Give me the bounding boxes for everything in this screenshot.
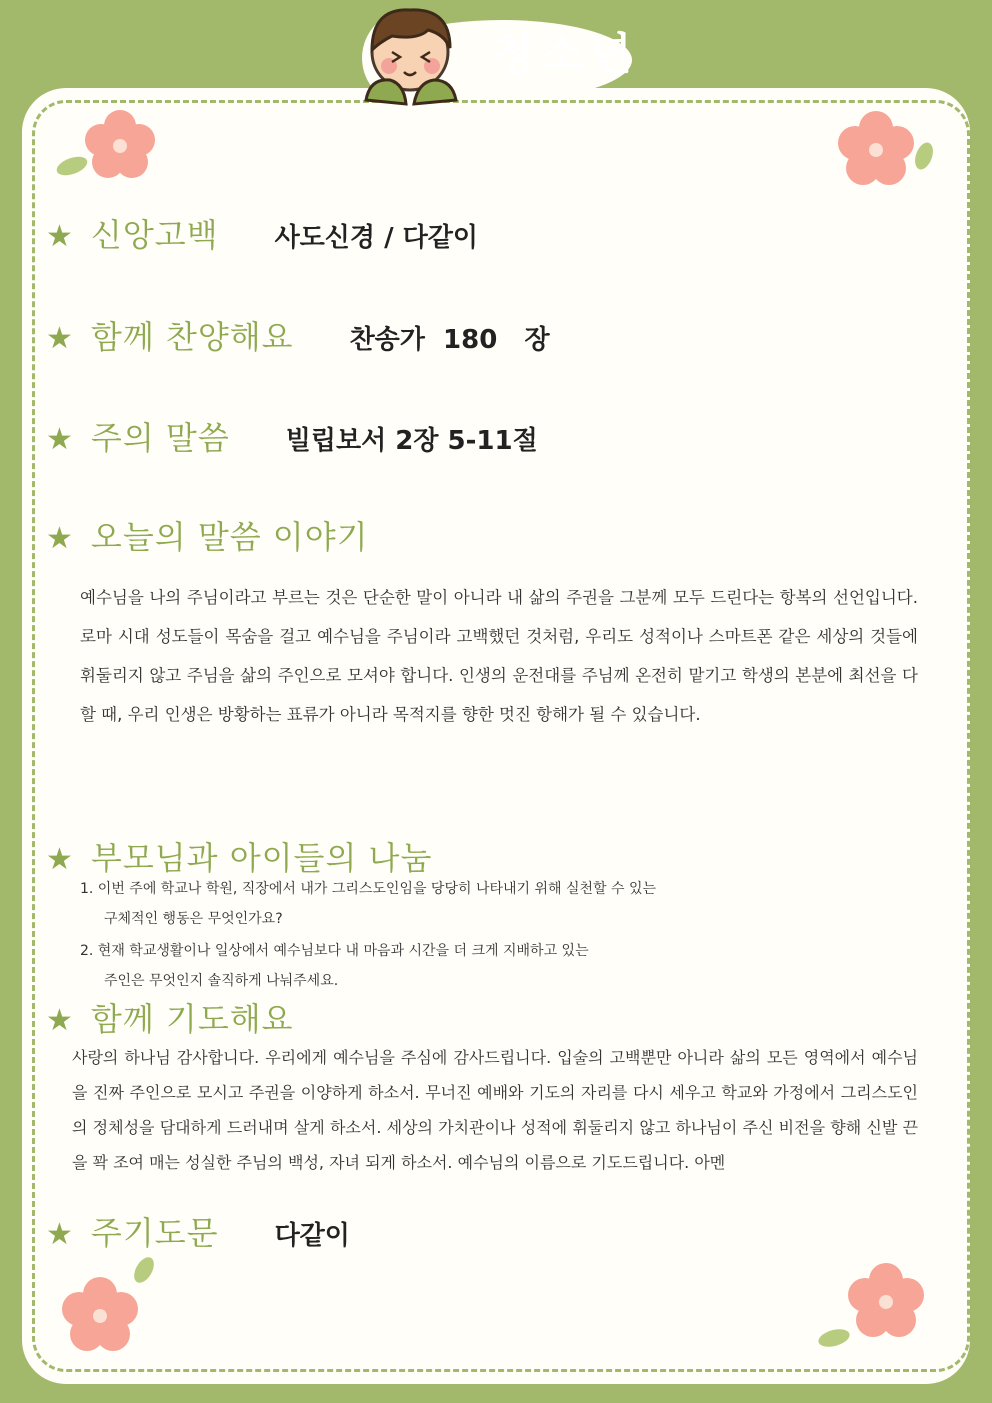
star-icon: ★ xyxy=(46,1217,73,1252)
section-value: 찬송가 180 장 xyxy=(349,325,550,355)
section-value: 사도신경 / 다같이 xyxy=(274,223,478,253)
section-scripture xyxy=(46,413,538,459)
section-value: 빌립보서 2장 5-11절 xyxy=(285,426,538,456)
flower-icon xyxy=(808,1256,938,1356)
section-label: 신앙고백 xyxy=(90,216,219,254)
prayer-text: 사랑의 하나님 감사합니다. 우리에게 예수님을 주심에 감사드립니다. 입술의 고백뿐만 아니라 삶의 모든 영역에서 예수님을 진짜 주인으로 모시고 주권을 이양하게 하소서. 무너진 예배와 기도의 자리를 다시 세우고 학교와 가정에서 그리스도인의 정체성을 담대하게 드러내며 살게 하소서. 세상의 가치관이나 성적에 휘둘리지 않고 하나님이 주신 비전을 향해 신발 끈을 꽉 조여 매는 성실한 주님의 백성, 자녀 되게 하소서. 예수님의 이름으로 기도드립니다. 아멘 xyxy=(72,1048,918,1172)
section-message xyxy=(46,512,369,558)
flower-icon xyxy=(826,108,936,198)
flower-icon xyxy=(52,108,162,188)
star-icon: ★ xyxy=(46,422,73,457)
sharing-question: 2. 현재 학교생활이나 일상에서 예수님보다 내 마음과 시간을 더 크게 지배하고 있는 주인은 무엇인지 솔직하게 나눠주세요. xyxy=(80,943,589,989)
section-lords-prayer xyxy=(46,1208,350,1254)
message-text: 예수님을 나의 주님이라고 부르는 것은 단순한 말이 아니라 내 삶의 주권을 그분께 모두 드린다는 항복의 선언입니다. 로마 시대 성도들이 목숨을 걸고 예수님을 주님이라 고백했던 것처럼, 우리도 성적이나 스마트폰 같은 세상의 것들에 휘둘리지 않고 주님을 삶의 주인으로 모셔야 합니다. 인생의 운전대를 주님께 온전히 맡기고 학생의 본분에 최선을 다할 때, 우리 인생은 방황하는 표류가 아니라 목적지를 향한 멋진 항해가 될 수 있습니다. xyxy=(80,588,918,724)
section-label: 오늘의 말씀 이야기 xyxy=(90,518,369,556)
section-value: 다같이 xyxy=(274,1221,350,1251)
dashed-border xyxy=(32,100,970,1372)
star-icon: ★ xyxy=(46,321,73,356)
section-prayer xyxy=(46,994,294,1040)
section-creed xyxy=(46,210,478,256)
sharing-question: 1. 이번 주에 학교나 학원, 직장에서 내가 그리스도인임을 당당히 나타내기 위해 실천할 수 있는 구체적인 행동은 무엇인가요? xyxy=(80,881,657,927)
section-label: 주의 말씀 xyxy=(90,419,230,457)
section-label: 함께 기도해요 xyxy=(90,1000,294,1038)
section-label: 함께 찬양해요 xyxy=(90,318,294,356)
page-title: 청소년 xyxy=(492,29,638,80)
section-label: 부모님과 아이들의 나눔 xyxy=(90,839,433,877)
star-icon: ★ xyxy=(46,521,73,556)
flower-icon xyxy=(54,1256,164,1356)
star-icon: ★ xyxy=(46,1003,73,1038)
section-sharing xyxy=(46,833,432,879)
section-hymn xyxy=(46,312,550,358)
star-icon: ★ xyxy=(46,842,73,877)
section-label: 주기도문 xyxy=(90,1214,219,1252)
star-icon: ★ xyxy=(46,219,73,254)
